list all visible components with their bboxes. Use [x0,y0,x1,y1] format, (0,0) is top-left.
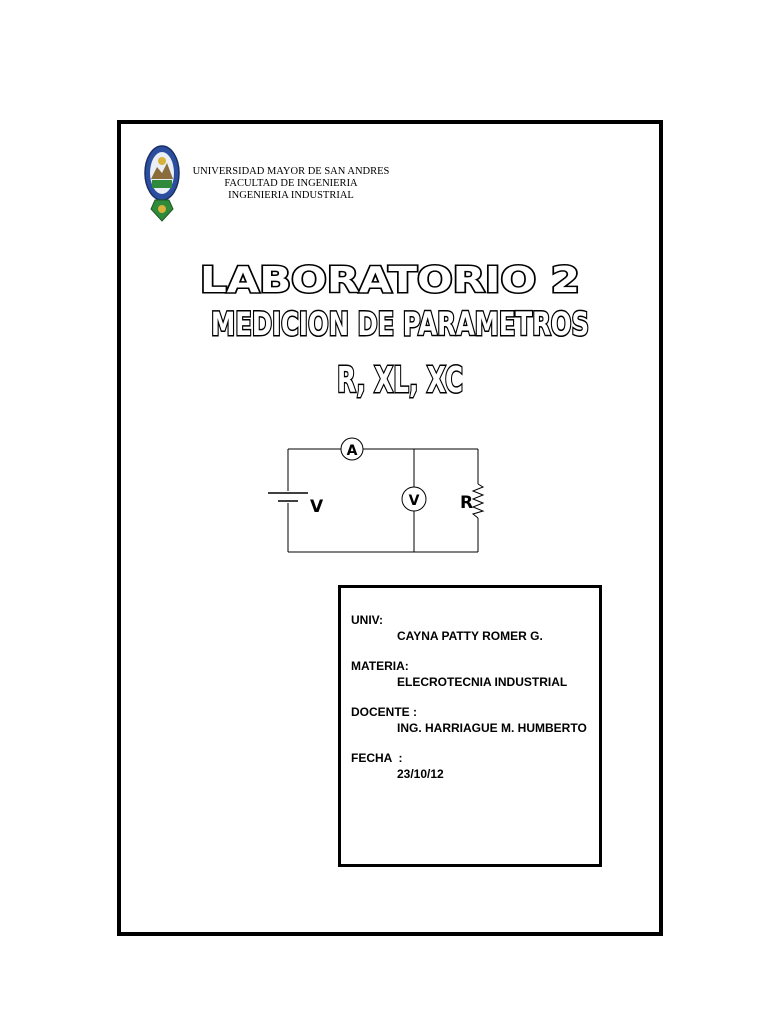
university-header [186,166,396,202]
resistor-symbol [473,484,483,518]
materia-label: MATERIA: [351,659,409,673]
title-line-2: MEDICION DE PARAMETROS [211,305,589,343]
docente-label: DOCENTE : [351,705,417,719]
materia-item [351,658,587,690]
university-name: UNIVERSIDAD MAYOR DE SAN ANDRES [192,166,390,177]
circuit-diagram [262,436,502,560]
univ-label: UNIV: [351,613,384,627]
univ-value: CAYNA PATTY ROMER G. [397,629,543,643]
title-line-3: R, XL, XC [337,360,463,401]
fecha-item [351,750,587,782]
department-name: INGENIERIA INDUSTRIAL [228,190,354,201]
voltmeter-label: V [408,493,420,509]
docente-value: ING. HARRIAGUE M. HUMBERTO [397,721,587,735]
resistor-label: R [460,493,474,513]
title-block [160,250,620,410]
univ-item [351,612,587,644]
docente-item [351,704,587,736]
info-details [351,612,587,796]
faculty-name: FACULTAD DE INGENIERIA [224,178,358,189]
title-line-1: LABORATORIO 2 [200,260,580,301]
fecha-label: FECHA : [351,751,403,765]
ammeter-label: A [346,443,358,459]
fecha-value: 23/10/12 [397,767,444,781]
source-label: V [310,497,324,517]
university-seal-logo [141,143,183,227]
materia-value: ELECROTECNIA INDUSTRIAL [397,675,568,689]
